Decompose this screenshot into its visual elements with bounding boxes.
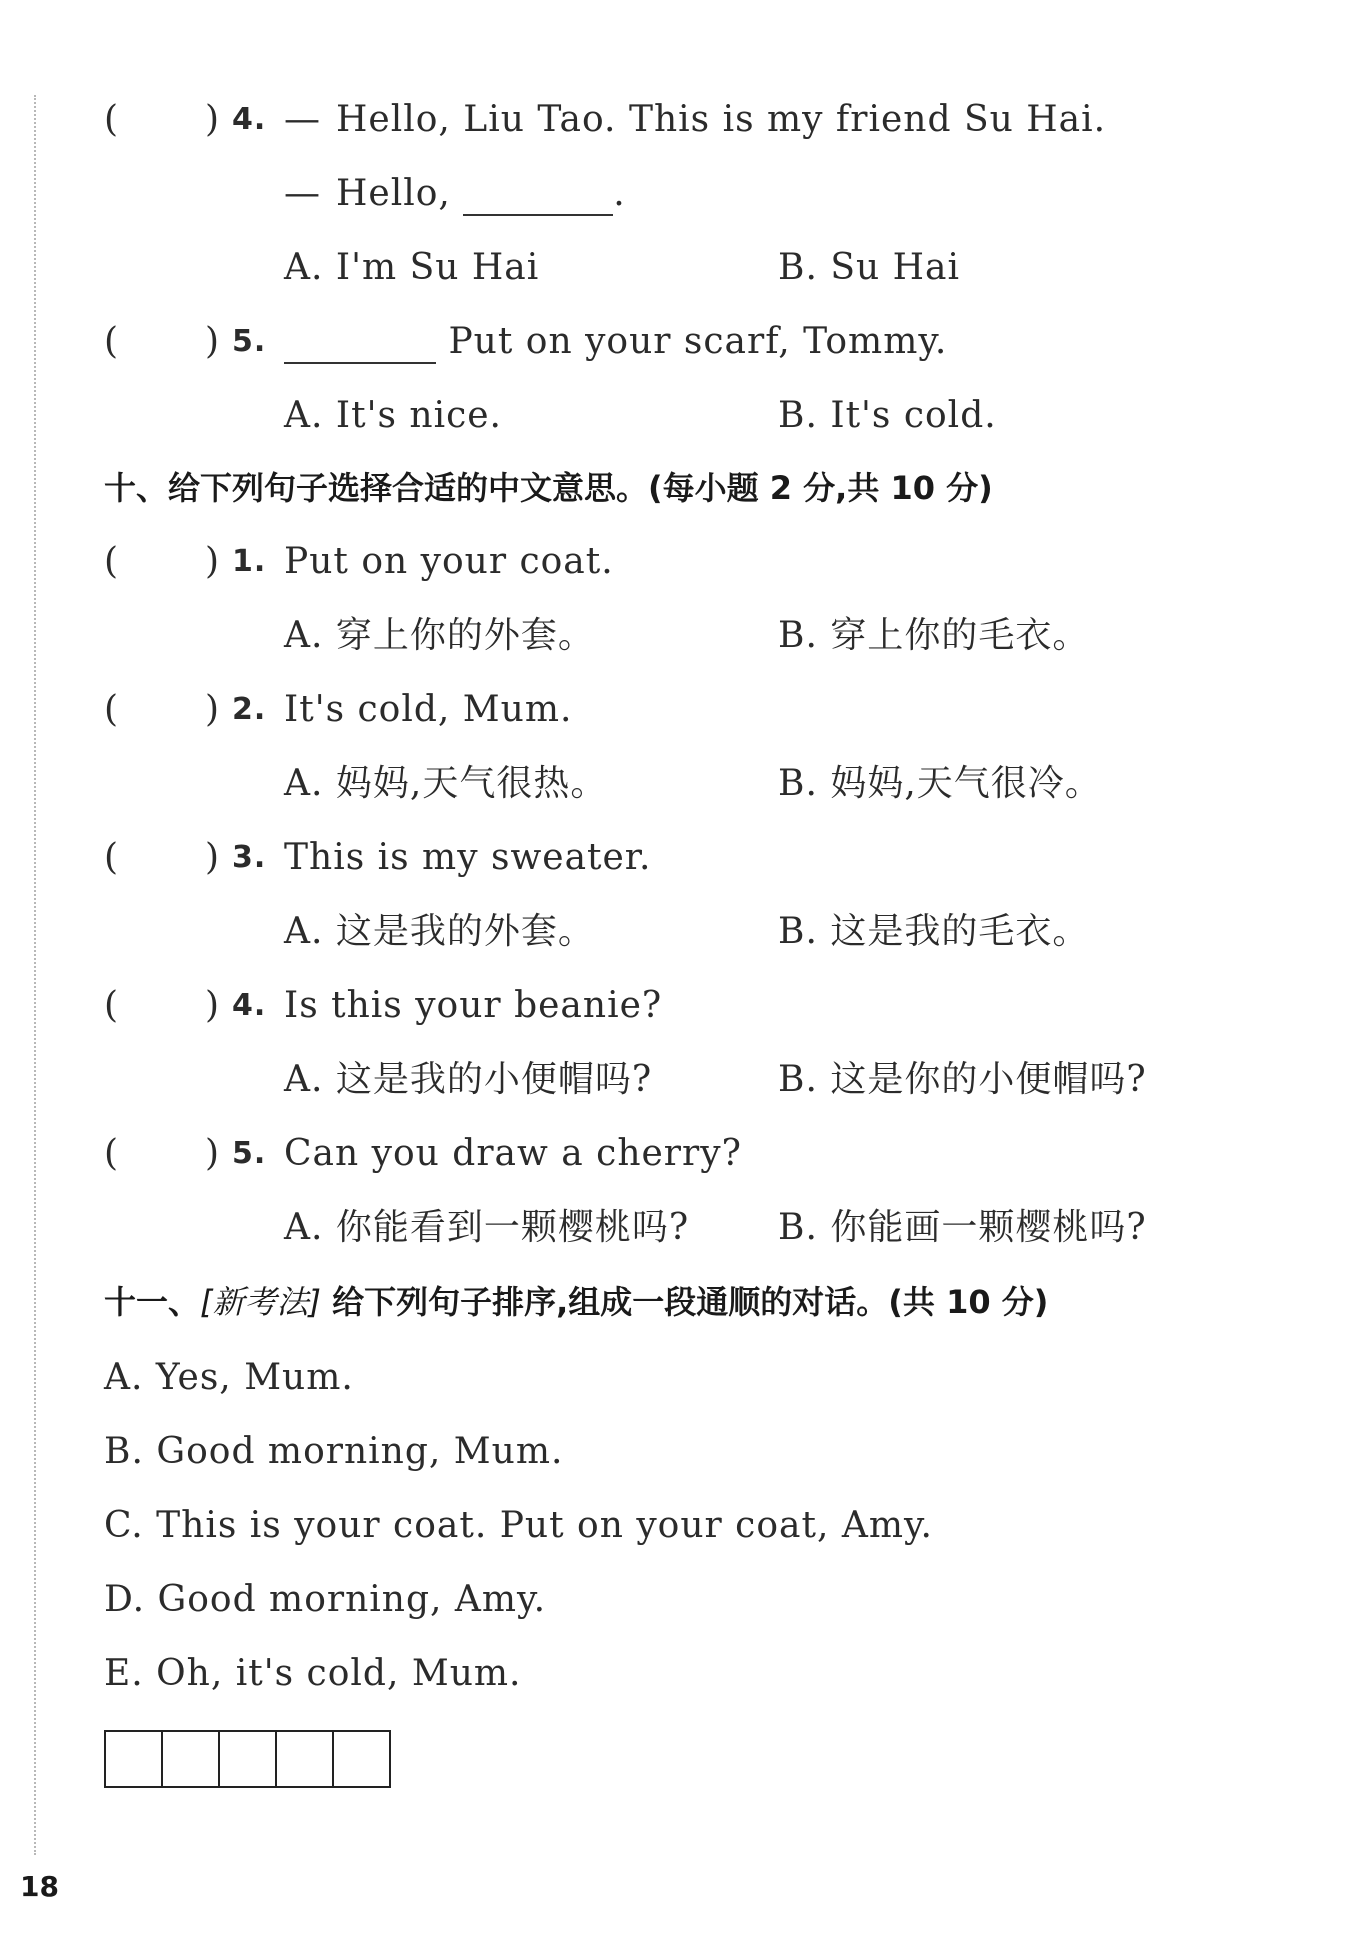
section-10-heading: 十、给下列句子选择合适的中文意思。(每小题 2 分,共 10 分): [104, 469, 993, 507]
option-a: A. It's nice.: [284, 395, 502, 436]
answer-paren-left: (: [104, 837, 120, 878]
question-number: 5.: [232, 324, 267, 359]
line2-suffix: .: [613, 173, 626, 214]
answer-paren-right: ): [205, 1133, 221, 1174]
question-number: 5.: [232, 1136, 267, 1171]
question-number: 2.: [232, 692, 267, 727]
option-a: A. 你能看到一颗樱桃吗?: [284, 1207, 690, 1248]
answer-cell[interactable]: [163, 1732, 220, 1786]
question-number: 4.: [232, 102, 267, 137]
sentence-item: D. Good morning, Amy.: [104, 1579, 547, 1620]
dialog-dash: —: [284, 173, 321, 214]
question-text: Put on your coat.: [284, 541, 614, 582]
answer-paren-right: ): [205, 541, 221, 582]
option-b: B. Su Hai: [778, 247, 961, 288]
answer-paren-right: ): [205, 985, 221, 1026]
fill-blank[interactable]: [284, 322, 436, 364]
sentence-item: A. Yes, Mum.: [104, 1357, 354, 1398]
option-a: A. 这是我的外套。: [284, 911, 595, 952]
answer-paren-left: (: [104, 1133, 120, 1174]
answer-paren-left: (: [104, 541, 120, 582]
answer-paren-right: ): [205, 689, 221, 730]
section-11-instruction: 给下列句子排序,组成一段通顺的对话。(共 10 分): [332, 1283, 1049, 1321]
question-sentence: Put on your scarf, Tommy.: [448, 321, 948, 362]
new-method-tag: [新考法]: [200, 1283, 321, 1321]
question-9-4-options: [0, 246, 1350, 290]
option-b: B. 这是你的小便帽吗?: [778, 1059, 1147, 1100]
question-text: Hello, Liu Tao. This is my friend Su Hai.: [336, 99, 1107, 140]
option-b: B. 这是我的毛衣。: [778, 911, 1090, 952]
answer-paren-right: ): [205, 99, 221, 140]
answer-cell[interactable]: [106, 1732, 163, 1786]
option-b: B. 穿上你的毛衣。: [778, 615, 1090, 656]
question-text: Can you draw a cherry?: [284, 1133, 742, 1174]
option-a: A. 穿上你的外套。: [284, 615, 595, 656]
answer-paren-right: ): [205, 837, 221, 878]
sentence-item: E. Oh, it's cold, Mum.: [104, 1653, 522, 1694]
line2-prefix: Hello,: [336, 173, 451, 214]
question-number: 1.: [232, 544, 267, 579]
question-9-5-options: [0, 394, 1350, 438]
option-a: A. I'm Su Hai: [284, 247, 540, 288]
question-9-4: [0, 98, 1350, 142]
question-text: It's cold, Mum.: [284, 689, 573, 730]
answer-cell[interactable]: [277, 1732, 334, 1786]
fill-blank[interactable]: [463, 174, 613, 216]
section-11-heading: [104, 1280, 1048, 1324]
option-b: B. 你能画一颗樱桃吗?: [778, 1207, 1147, 1248]
question-9-5: [0, 320, 1350, 364]
question-text: [284, 320, 947, 364]
answer-paren-left: (: [104, 99, 120, 140]
section-11-number: 十一、: [104, 1283, 201, 1321]
answer-paren-left: (: [104, 321, 120, 362]
question-9-4-line2: [0, 172, 1350, 216]
dialog-dash: —: [284, 99, 321, 140]
sentence-item: C. This is your coat. Put on your coat, Amy.: [104, 1505, 933, 1546]
question-text: Is this your beanie?: [284, 985, 663, 1026]
option-a: A. 妈妈,天气很热。: [284, 763, 608, 804]
sentence-item: B. Good morning, Mum.: [104, 1431, 564, 1472]
question-text: This is my sweater.: [284, 837, 652, 878]
page-number: 18: [20, 1870, 59, 1903]
question-number: 3.: [232, 840, 267, 875]
answer-paren-left: (: [104, 985, 120, 1026]
option-b: B. 妈妈,天气很冷。: [778, 763, 1102, 804]
answer-order-grid: [104, 1730, 391, 1788]
answer-paren-left: (: [104, 689, 120, 730]
answer-cell[interactable]: [334, 1732, 389, 1786]
option-a: A. 这是我的小便帽吗?: [284, 1059, 653, 1100]
question-number: 4.: [232, 988, 267, 1023]
answer-cell[interactable]: [220, 1732, 277, 1786]
option-b: B. It's cold.: [778, 395, 997, 436]
question-text: [336, 172, 626, 216]
answer-paren-right: ): [205, 321, 221, 362]
